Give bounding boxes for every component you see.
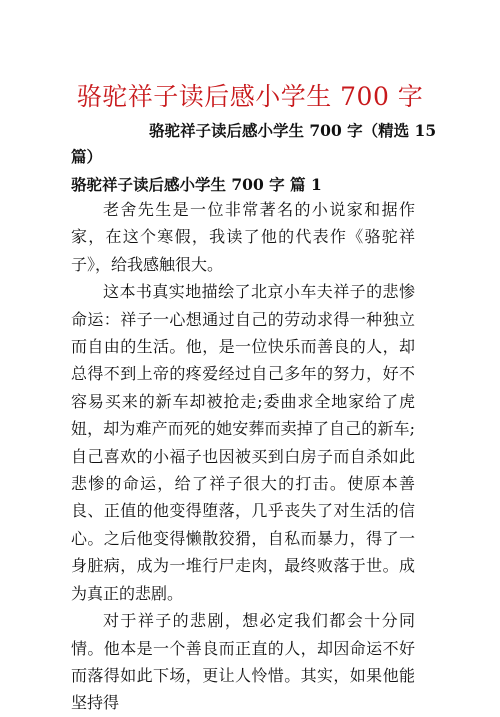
- paragraph: 对于祥子的悲剧，想必定我们都会十分同情。他本是一个善良而正直的人，却因命运不好而落得如此下场，更让人怜惜。其实，如果他能坚持得: [71, 611, 415, 713]
- body-text: [71, 196, 415, 717]
- paragraph: 这本书真实地描绘了北京小车夫祥子的悲惨命运：祥子一心想通过自己的劳动求得一种独立而自由的生活。他，是一位快乐而善良的人，却总得不到上帝的疼爱经过自己多年的努力，好不容易买来的新车却被抢走;委曲求全地家给了虎妞，却为难产而死的她安葬而卖掉了自己的新车;自己喜欢的小福子也因被买到白房子而自杀如此悲惨的命运，给了祥子很大的打击。使原本善良、正值的他变得堕落，几乎丧失了对生活的信心。之后他变得懒散狡猾，自私而暴力，得了一身脏病，成为一堆行尸走肉，最终败落于世。成为真正的悲剧。: [71, 282, 415, 603]
- document-subtitle: [71, 118, 441, 170]
- section-heading: 骆驼祥子读后感小学生 700 字 篇 1: [71, 175, 322, 194]
- document-title: 骆驼祥子读后感小学生 700 字: [76, 82, 424, 111]
- paragraph: 老舍先生是一位非常著名的小说家和据作家，在这个寒假，我读了他的代表作《骆驼祥子》，给我感触很大。: [71, 200, 415, 274]
- subtitle-text: 骆驼祥子读后感小学生 700 字（精选 15 篇）: [71, 121, 437, 166]
